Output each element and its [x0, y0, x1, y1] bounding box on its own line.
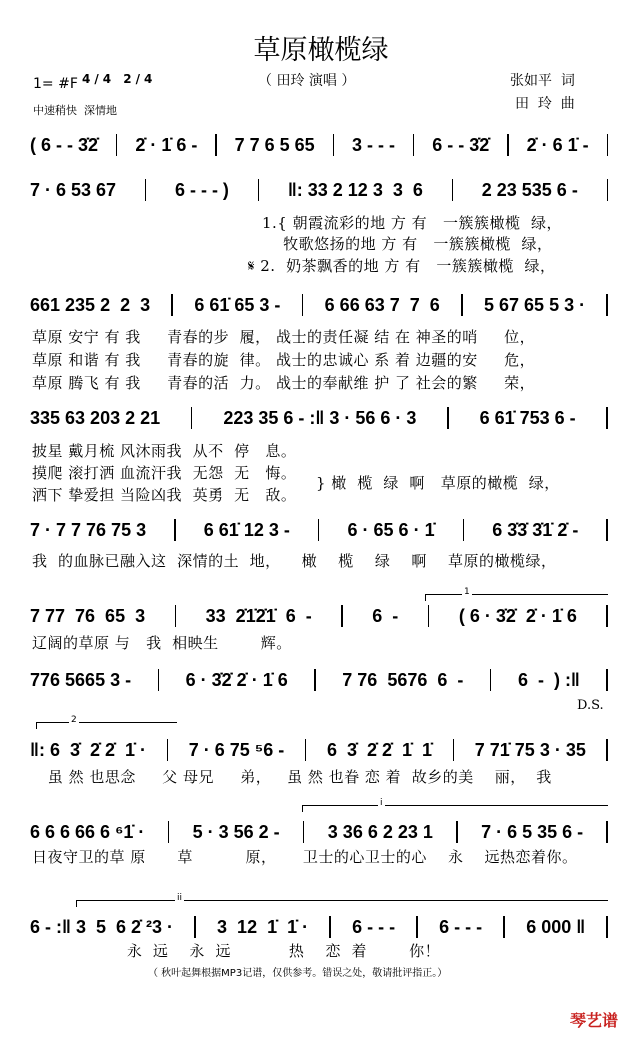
volta-bracket-1: 1: [425, 594, 608, 601]
bar-line: [452, 179, 454, 201]
measure: 223 35 6 - :‖ 3 · 56 6 · 3: [223, 407, 417, 428]
measure: 6 - - - ): [174, 179, 229, 200]
bar-line: [606, 605, 608, 627]
measure: ( 6 - - 3̇2̇: [30, 134, 99, 155]
measure: 6 61̇ 12 3 -: [203, 519, 290, 540]
bar-line: [447, 407, 449, 429]
bar-line: [456, 821, 458, 843]
time-signature: 4/4 2/4: [82, 72, 157, 86]
bar-line: [453, 739, 455, 761]
bar-line: [171, 294, 173, 316]
footnote: （ 秋叶起舞根据MP3记谱，仅供参考。错误之处，敬请批评指正。）: [148, 968, 448, 979]
measure: 7 77 76 65 3: [30, 605, 146, 626]
measure: 6 61̇ 753 6 -: [479, 407, 576, 428]
bar-line: [145, 179, 147, 201]
score-line: [30, 738, 608, 762]
measure: 7 71̇ 75 3 · 35: [474, 739, 586, 760]
measure: 33 2̇1̇2̇1̇ 6 -: [205, 605, 312, 626]
score-line: [30, 293, 608, 317]
measure: 5 67 65 5 3 ·: [484, 294, 586, 315]
performer: （ 田玲 演唱 ）: [258, 73, 356, 89]
score-line: [30, 668, 608, 692]
measure: 6 3̇3̇ 3̇1̇ 2̇ -: [492, 519, 579, 540]
bar-line: [507, 134, 509, 156]
da-segno-mark: D.S.: [577, 698, 604, 713]
measure: 6 66 63 7 7 6: [324, 294, 440, 315]
bar-line: [490, 669, 492, 691]
lyric-line: 草原 腾飞 有 我 青春的活 力。 战士的奉献维 护 了 社会的繁 荣，: [32, 374, 536, 392]
score-line: [30, 178, 608, 202]
measure: 6 -: [372, 605, 399, 626]
measure: 7 7 6 5 65: [234, 134, 315, 155]
volta-bracket-2: 2: [36, 722, 177, 729]
measure: 7 · 6 53 67: [30, 179, 117, 200]
bar-line: [606, 669, 608, 691]
watermark-logo: 琴艺谱: [570, 1011, 619, 1030]
lyric-line: 永 远 永 远 热 恋 着 你！: [32, 942, 441, 960]
chorus-lyric: } 橄 榄 绿 啊 草原的橄榄 绿，: [316, 474, 560, 492]
bar-line: [503, 916, 505, 938]
score-line: [30, 915, 608, 939]
lyric-line: 虽 然 也思念 父 母兄 弟， 虽 然 也眷 恋 着 故乡的美 丽， 我: [32, 768, 552, 786]
lyric-line: 披星 戴月梳 风沐雨我 从不 停 息。: [32, 442, 297, 460]
measure: 6 6 6 66 6 ⁶1̇ ·: [30, 821, 145, 842]
measure: 2 23 535 6 -: [481, 179, 578, 200]
key-signature: 1= #F: [33, 76, 78, 92]
bar-line: [606, 739, 608, 761]
measure: 6 - - -: [352, 916, 396, 937]
bar-line: [194, 916, 196, 938]
bar-line: [461, 294, 463, 316]
measure: ‖: 33 2 12 3 3 6: [287, 179, 423, 200]
bar-line: [333, 134, 335, 156]
measure: 6 3̇ 2̇ 2̇ 1̇ 1̇: [326, 739, 433, 760]
song-title: 草原橄榄绿: [253, 35, 389, 66]
measure: 335 63 203 2 21: [30, 407, 161, 428]
bar-line: [167, 739, 169, 761]
bar-line: [428, 605, 430, 627]
bar-line: [175, 605, 177, 627]
lyric-line: 辽阔的草原 与 我 相映生 辉。: [32, 634, 292, 652]
score-line: [30, 820, 608, 844]
measure: 6 - - 3̇2̇: [432, 134, 490, 155]
bar-line: [606, 916, 608, 938]
measure: 776 5665 3 -: [30, 669, 132, 690]
lyric-line: 𝄋 2. 奶茶飘香的地 方 有 一簇簇橄榄 绿，: [248, 257, 556, 275]
lyric-line: 摸爬 滚打洒 血流汗我 无怨 无 悔。: [32, 464, 297, 482]
measure: ‖: 6 3̇ 2̇ 2̇ 1̇ ·: [30, 739, 147, 760]
bar-line: [303, 821, 305, 843]
bar-line: [215, 134, 217, 156]
measure: 3 36 6 2 23 1: [327, 821, 433, 842]
lyric-line: 牧歌悠扬的地 方 有 一簇簇橄榄 绿，: [262, 235, 553, 253]
bar-line: [341, 605, 343, 627]
score-line: [30, 604, 608, 628]
measure: 6 - :‖ 3 5 6 2̇ ²3 ·: [30, 916, 174, 937]
bar-line: [606, 519, 608, 541]
measure: 6 000 ‖: [526, 916, 586, 937]
bar-line: [607, 134, 609, 156]
measure: 7 · 7 7 76 75 3: [30, 519, 147, 540]
volta-bracket-i: i: [302, 805, 608, 812]
measure: 3 - - -: [351, 134, 395, 155]
bar-line: [305, 739, 307, 761]
lyric-line: 草原 安宁 有 我 青春的步 履， 战士的责任凝 结 在 神圣的哨 位，: [32, 328, 536, 346]
measure: 661 235 2 2 3: [30, 294, 151, 315]
tempo-marking: 中速稍快 深情地: [33, 104, 117, 117]
measure: 2̇ · 1̇ 6 -: [135, 134, 198, 155]
measure: ( 6 · 3̇2̇ 2̇ · 1̇ 6: [458, 605, 577, 626]
bar-line: [606, 294, 608, 316]
measure: 6 - ) :‖: [517, 669, 580, 690]
bar-line: [413, 134, 415, 156]
bar-line: [191, 407, 193, 429]
lyric-line: 我 的血脉已融入这 深情的土 地， 橄 榄 绿 啊 草原的橄榄绿，: [32, 552, 557, 570]
bar-line: [158, 669, 160, 691]
bar-line: [329, 916, 331, 938]
measure: 2̇ · 6 1̇ -: [526, 134, 589, 155]
measure: 3 12 1̇ 1̇ ·: [217, 916, 309, 937]
lyric-line: 1.{ 朝霞流彩的地 方 有 一簇簇橄榄 绿，: [262, 214, 563, 232]
lyric-line: 草原 和谐 有 我 青春的旋 律。 战士的忠诚心 系 着 边疆的安 危，: [32, 351, 536, 369]
score-line: [30, 518, 608, 542]
composer: 田 玲 曲: [515, 96, 575, 112]
bar-line: [606, 821, 608, 843]
bar-line: [258, 179, 260, 201]
score-line: [30, 406, 608, 430]
bar-line: [463, 519, 465, 541]
lyric-line: 日夜守卫的草 原 草 原， 卫士的心卫士的心 永 远热恋着你。: [32, 848, 578, 866]
measure: 7 76 5676 6 -: [342, 669, 464, 690]
bar-line: [606, 407, 608, 429]
measure: 6 61̇ 65 3 -: [194, 294, 281, 315]
bar-line: [174, 519, 176, 541]
bar-line: [116, 134, 118, 156]
score-line: [30, 133, 608, 157]
bar-line: [314, 669, 316, 691]
lyricist: 张如平 词: [510, 73, 575, 89]
bar-line: [168, 821, 170, 843]
measure: 7 · 6 75 ⁵6 -: [188, 739, 285, 760]
measure: 5 · 3 56 2 -: [192, 821, 280, 842]
volta-bracket-ii: ii: [76, 900, 608, 907]
measure: 6 · 65 6 · 1̇: [347, 519, 435, 540]
lyric-line: 洒下 挚爱担 当险凶我 英勇 无 敌。: [32, 486, 297, 504]
bar-line: [302, 294, 304, 316]
bar-line: [607, 179, 609, 201]
bar-line: [318, 519, 320, 541]
bar-line: [416, 916, 418, 938]
measure: 7 · 6 5 35 6 -: [481, 821, 584, 842]
measure: 6 - - -: [439, 916, 483, 937]
measure: 6 · 3̇2̇ 2̇ · 1̇ 6: [185, 669, 288, 690]
